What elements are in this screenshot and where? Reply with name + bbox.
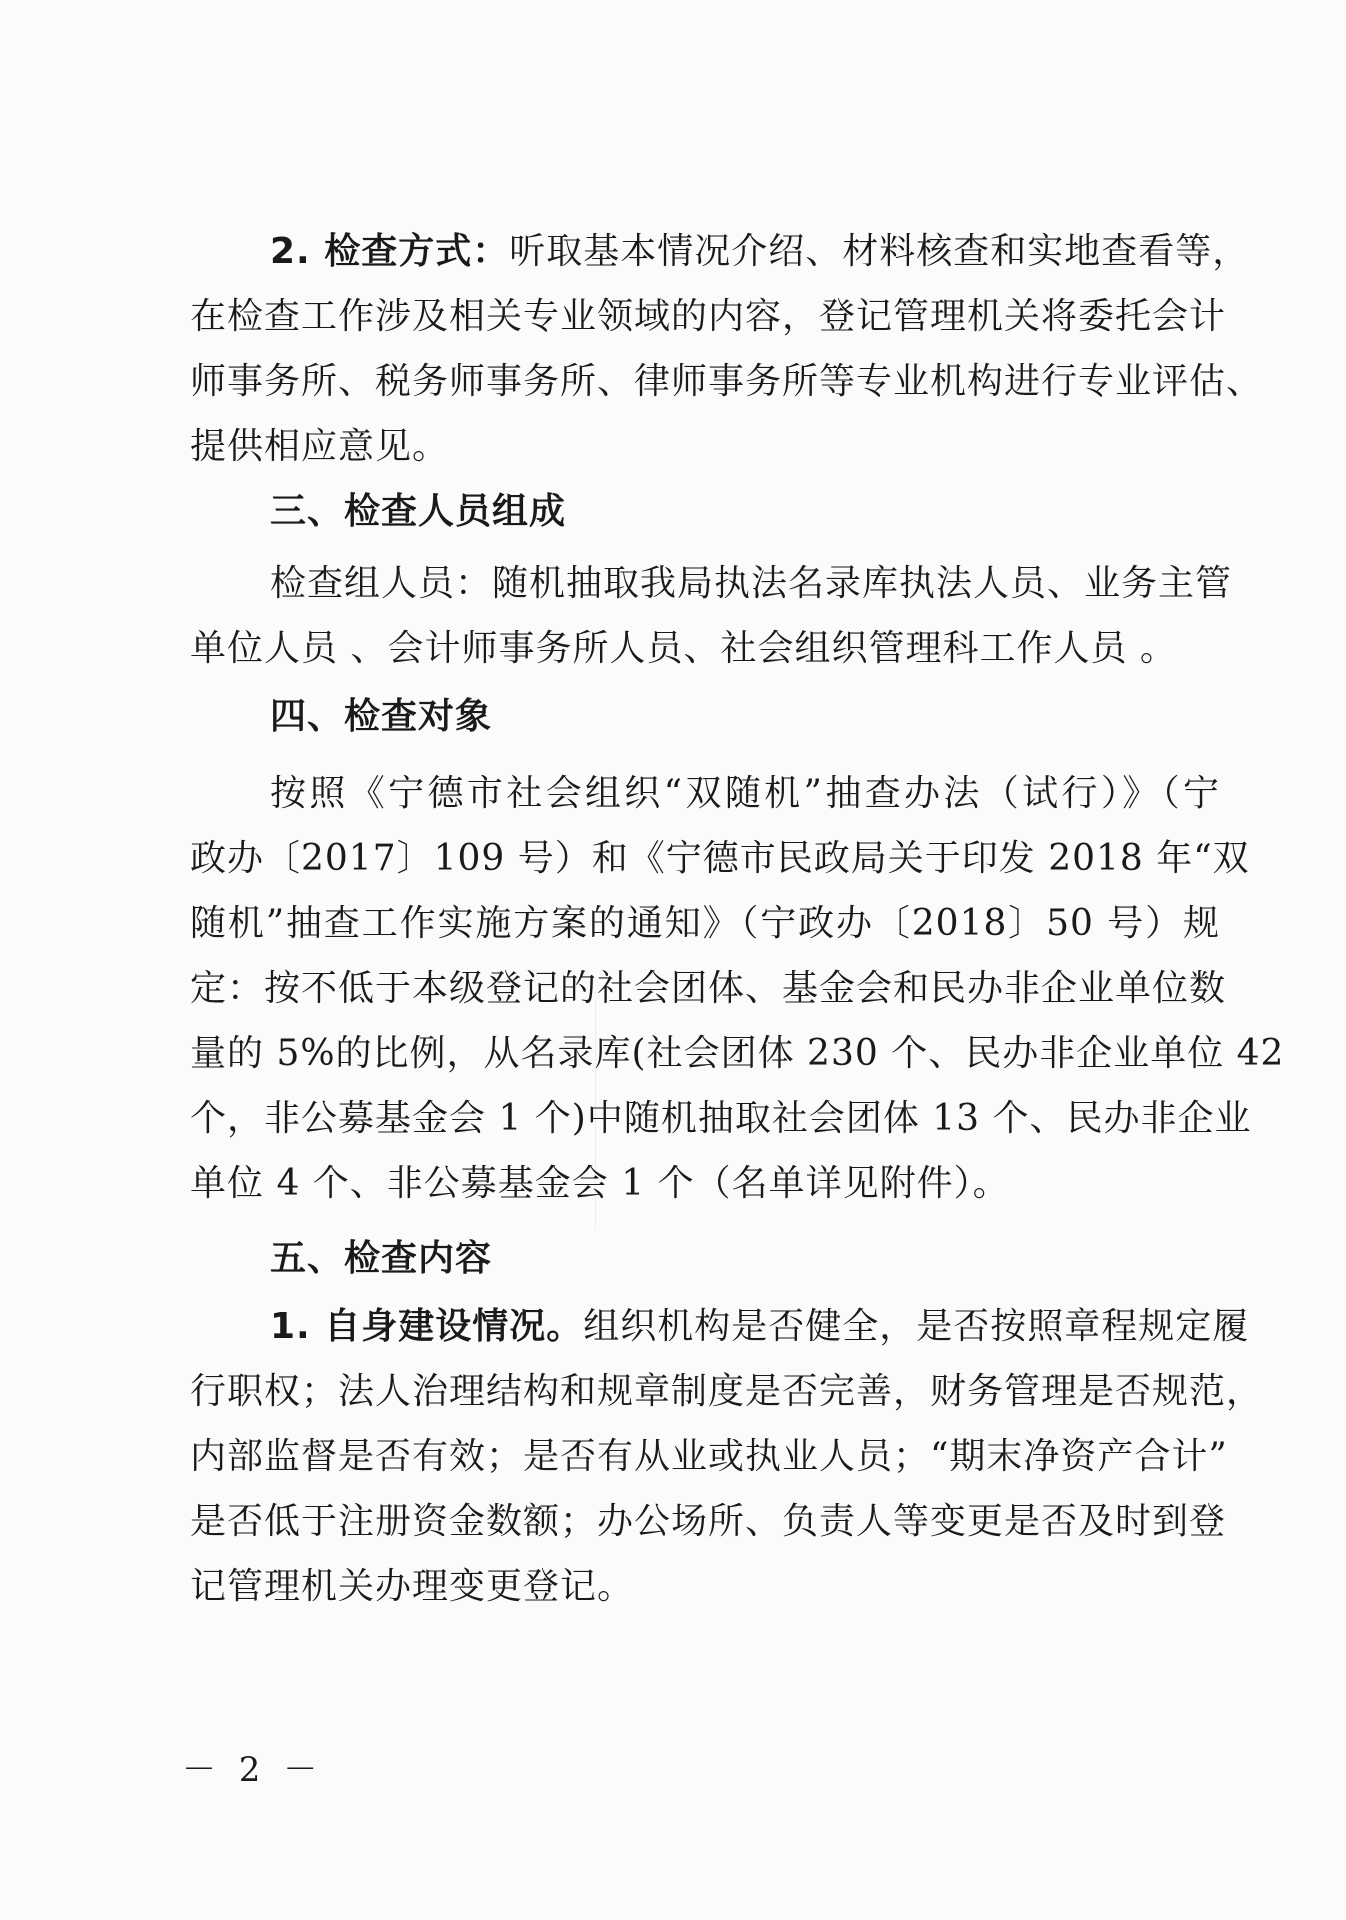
target-line-7: 单位 4 个、非公募基金会 1 个（名单详见附件）。	[190, 1163, 1010, 1204]
target-line-4: 定：按不低于本级登记的社会团体、基金会和民办非企业单位数	[190, 968, 1227, 1009]
personnel-line-1: 检查组人员：随机抽取我局执法名录库执法人员、业务主管	[270, 563, 1233, 604]
target-line-6: 个，非公募基金会 1 个)中随机抽取社会团体 13 个、民办非企业	[190, 1098, 1252, 1139]
scan-fold-mark	[595, 1000, 596, 1230]
page-number: － 2 －	[182, 1750, 324, 1790]
content-label: 1. 自身建设情况。	[270, 1306, 584, 1347]
method-line-3: 师事务所、税务师事务所、律师事务所等专业机构进行专业评估、	[190, 361, 1264, 402]
content-line-2: 行职权；法人治理结构和规章制度是否完善，财务管理是否规范，	[190, 1371, 1264, 1412]
target-line-1: 按照《宁德市社会组织“双随机”抽查办法（试行）》（宁	[270, 773, 1220, 814]
personnel-line-2: 单位人员 、会计师事务所人员、社会组织管理科工作人员 。	[190, 628, 1177, 669]
target-line-3: 随机”抽查工作实施方案的通知》（宁政办〔2018〕50 号）规	[190, 903, 1220, 944]
method-label: 2. 检查方式：	[270, 231, 510, 272]
content-line-4: 是否低于注册资金数额；办公场所、负责人等变更是否及时到登	[190, 1501, 1227, 1542]
target-line-2: 政办〔2017〕109 号）和《宁德市民政局关于印发 2018 年“双	[190, 838, 1250, 879]
content-line-3: 内部监督是否有效；是否有从业或执业人员；“期末净资产合计”	[190, 1436, 1228, 1477]
content-line-5: 记管理机关办理变更登记。	[190, 1566, 635, 1607]
method-line-4: 提供相应意见。	[190, 426, 450, 467]
target-line-5: 量的 5%的比例，从名录库(社会团体 230 个、民办非企业单位 42	[190, 1033, 1285, 1074]
method-line-2: 在检查工作涉及相关专业领域的内容，登记管理机关将委托会计	[190, 296, 1227, 337]
heading-content: 五、检查内容	[270, 1238, 493, 1279]
content-line-1	[270, 1305, 1250, 1349]
content-text: 组织机构是否健全，是否按照章程规定履	[583, 1306, 1250, 1347]
heading-targets: 四、检查对象	[270, 696, 493, 737]
method-line-1	[270, 230, 1250, 274]
method-text: 听取基本情况介绍、材料核查和实地查看等，	[509, 231, 1250, 272]
heading-personnel: 三、检查人员组成	[270, 491, 567, 532]
